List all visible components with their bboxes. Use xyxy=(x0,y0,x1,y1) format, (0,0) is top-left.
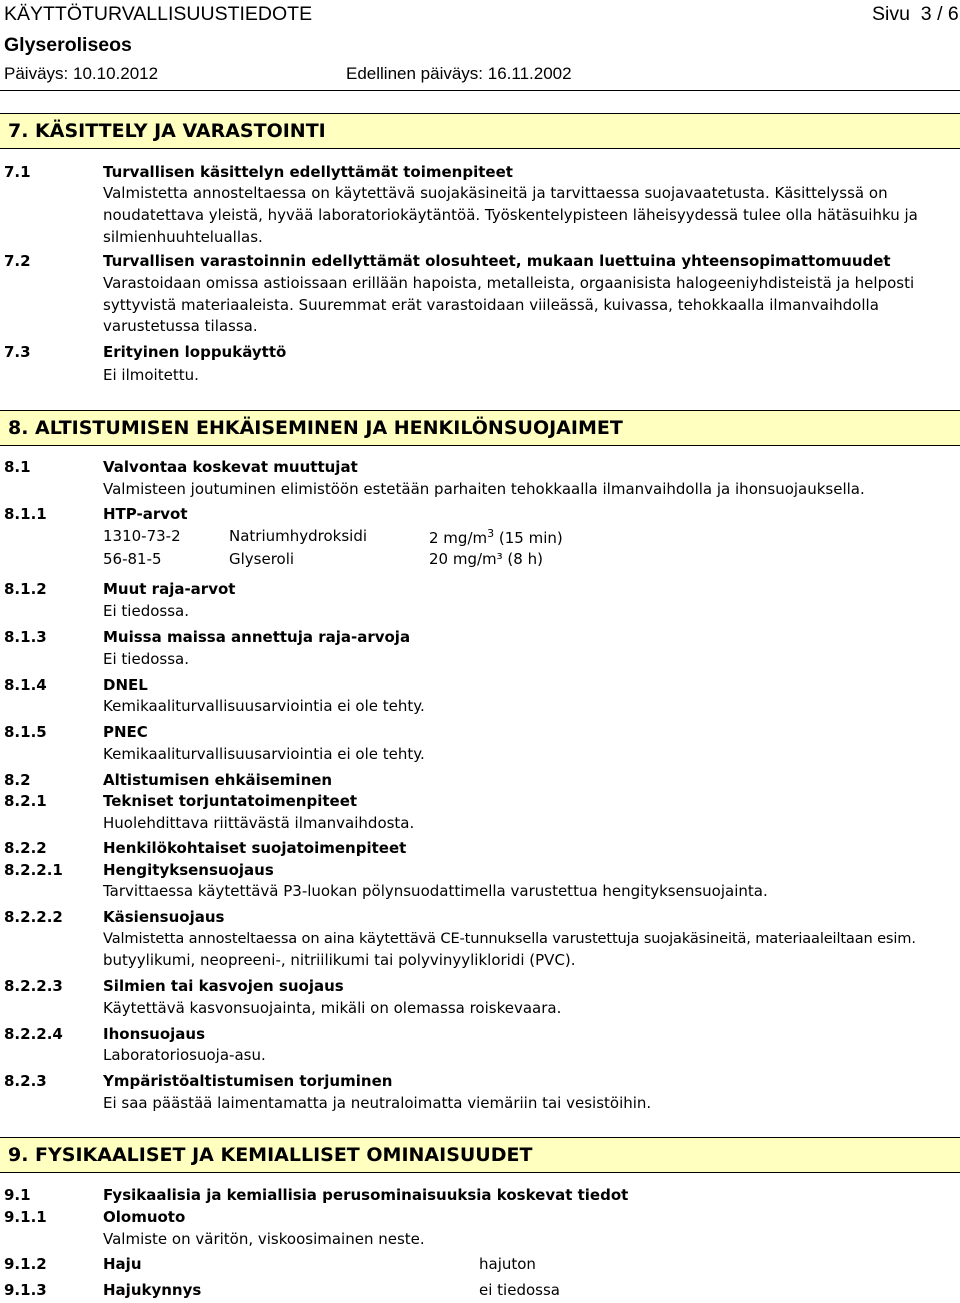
s72-text-line-3: varustetussa tilassa. xyxy=(103,317,258,335)
s913-value: ei tiedossa xyxy=(479,1281,560,1299)
s73-text: Ei ilmoitettu. xyxy=(103,366,199,384)
s91-heading: Fysikaalisia ja kemiallisia perusominaisuuksia koskevat tiedot xyxy=(103,1186,629,1204)
s73-number: 7.3 xyxy=(4,343,31,361)
page-current: 3 xyxy=(920,3,932,25)
s8223-heading: Silmien tai kasvojen suojaus xyxy=(103,977,344,995)
s814-number: 8.1.4 xyxy=(4,676,47,694)
s823-heading: Ympäristöaltistumisen torjuminen xyxy=(103,1072,393,1090)
s71-text-line-1: Valmistetta annosteltaessa on käytettävä suojakäsineitä ja tarvittaessa suojavaatetusta. Käsittelyssä on xyxy=(103,184,888,202)
htp-cas: 1310-73-2 xyxy=(103,527,181,545)
date-label: Päiväys: xyxy=(4,64,69,83)
s913-number: 9.1.3 xyxy=(4,1281,47,1299)
s72-number: 7.2 xyxy=(4,252,31,270)
s912-number: 9.1.2 xyxy=(4,1255,47,1273)
previous-date-label: Edellinen päiväys: xyxy=(346,64,484,83)
s912-value: hajuton xyxy=(479,1255,536,1273)
s821-heading: Tekniset torjuntatoimenpiteet xyxy=(103,792,358,810)
s822-number: 8.2.2 xyxy=(4,839,47,857)
s813-text: Ei tiedossa. xyxy=(103,650,189,668)
s8224-text: Laboratoriosuoja-asu. xyxy=(103,1046,266,1064)
section-8-title: 8. ALTISTUMISEN EHKÄISEMINEN JA HENKILÖNSUOJAIMET xyxy=(8,417,623,439)
s71-text-line-2: noudatettava yleistä, hyvää laboratoriokäytäntöä. Työskentelypisteen läheisyydessä tulee olla hätäsuihku ja xyxy=(103,206,918,224)
s912-heading: Haju xyxy=(103,1255,142,1273)
s813-number: 8.1.3 xyxy=(4,628,47,646)
page-total: 6 xyxy=(947,3,959,25)
page-indicator xyxy=(872,3,959,26)
s8223-text: Käytettävä kasvonsuojainta, mikäli on olemassa roiskevaara. xyxy=(103,999,562,1017)
product-name: Glyseroliseos xyxy=(4,34,132,56)
s81-text: Valmisteen joutuminen elimistöön estetään parhaiten tehokkaalla ilmanvaihdolla ja ihonsuojauksella. xyxy=(103,480,865,498)
s8222-heading: Käsiensuojaus xyxy=(103,908,225,926)
section-9-banner xyxy=(0,1137,960,1173)
previous-date-value: 16.11.2002 xyxy=(487,64,572,83)
s823-text: Ei saa päästää laimentamatta ja neutraloimatta viemäriin tai vesistöihin. xyxy=(103,1094,652,1112)
s813-heading: Muissa maissa annettuja raja-arvoja xyxy=(103,628,411,646)
section-9-title: 9. FYSIKAALISET JA KEMIALLISET OMINAISUUDET xyxy=(8,1144,533,1166)
s911-number: 9.1.1 xyxy=(4,1208,47,1226)
s814-heading: DNEL xyxy=(103,676,148,694)
s82-heading: Altistumisen ehkäiseminen xyxy=(103,771,333,789)
s822-heading: Henkilökohtaiset suojatoimenpiteet xyxy=(103,839,407,857)
s821-text: Huolehdittava riittävästä ilmanvaihdosta. xyxy=(103,814,415,832)
page-sep: / xyxy=(937,3,943,25)
s823-number: 8.2.3 xyxy=(4,1072,47,1090)
section-7-title: 7. KÄSITTELY JA VARASTOINTI xyxy=(8,120,326,142)
s73-heading: Erityinen loppukäyttö xyxy=(103,343,287,361)
s814-text: Kemikaaliturvallisuusarviointia ei ole tehty. xyxy=(103,697,425,715)
s815-text: Kemikaaliturvallisuusarviointia ei ole tehty. xyxy=(103,745,425,763)
s913-heading: Hajukynnys xyxy=(103,1281,202,1299)
s91-number: 9.1 xyxy=(4,1186,31,1204)
s81-heading: Valvontaa koskevat muuttujat xyxy=(103,458,358,476)
date-value: 10.10.2012 xyxy=(72,64,159,83)
s911-heading: Olomuoto xyxy=(103,1208,186,1226)
s82-number: 8.2 xyxy=(4,771,31,789)
s8221-heading: Hengityksensuojaus xyxy=(103,861,274,879)
s8222-number: 8.2.2.2 xyxy=(4,908,63,926)
s71-number: 7.1 xyxy=(4,163,31,181)
s812-number: 8.1.2 xyxy=(4,580,47,598)
s8224-number: 8.2.2.4 xyxy=(4,1025,63,1043)
s911-text: Valmiste on väritön, viskoosimainen neste. xyxy=(103,1230,425,1248)
s812-text: Ei tiedossa. xyxy=(103,602,189,620)
page-label: Sivu xyxy=(872,3,910,25)
s821-number: 8.2.1 xyxy=(4,792,47,810)
htp-cas: 56-81-5 xyxy=(103,550,162,568)
s71-text-line-3: silmienhuuhteluallas. xyxy=(103,228,263,246)
s811-heading: HTP-arvot xyxy=(103,505,188,523)
s8223-number: 8.2.2.3 xyxy=(4,977,63,995)
s811-number: 8.1.1 xyxy=(4,505,47,523)
s815-heading: PNEC xyxy=(103,723,148,741)
htp-value: 2 $mg/m^3$ (15 min) xyxy=(429,527,563,547)
s81-number: 8.1 xyxy=(4,458,31,476)
section-7-banner xyxy=(0,113,960,149)
s815-number: 8.1.5 xyxy=(4,723,47,741)
previous-date xyxy=(346,64,572,84)
header-divider xyxy=(0,90,960,91)
htp-substance: Natriumhydroksidi xyxy=(229,527,368,545)
section-8-banner xyxy=(0,410,960,446)
doc-title: KÄYTTÖTURVALLISUUSTIEDOTE xyxy=(4,3,313,25)
s72-heading: Turvallisen varastoinnin edellyttämät olosuhteet, mukaan luettuina yhteensopimattomuudet xyxy=(103,252,891,270)
s8221-text: Tarvittaessa käytettävä P3-luokan pölynsuodattimella varustettua hengityksensuojainta. xyxy=(103,882,768,900)
s72-text-line-2: syttyvistä materiaaleista. Suuremmat erät varastoidaan viileässä, kuivassa, tehokkaalla ilmanvaihdolla xyxy=(103,296,879,314)
s8222-text-line-2: butyylikumi, neopreeni-, nitriilikumi tai polyvinyylikloridi (PVC). xyxy=(103,951,576,969)
s8221-number: 8.2.2.1 xyxy=(4,861,63,879)
s812-heading: Muut raja-arvot xyxy=(103,580,236,598)
s72-text-line-1: Varastoidaan omissa astioissaan erillään hapoista, metalleista, orgaanisista halogeeniyhdisteistä ja helposti xyxy=(103,274,915,292)
s71-heading: Turvallisen käsittelyn edellyttämät toimenpiteet xyxy=(103,163,513,181)
htp-substance: Glyseroli xyxy=(229,550,295,568)
htp-value: 20 mg/m³ (8 h) xyxy=(429,550,543,568)
date xyxy=(4,64,158,84)
s8224-heading: Ihonsuojaus xyxy=(103,1025,206,1043)
s8222-text-line-1: Valmistetta annosteltaessa on aina käytettävä CE-tunnuksella varustettuja suojakäsineitä, materiaaleiltaan esim. xyxy=(103,930,916,947)
